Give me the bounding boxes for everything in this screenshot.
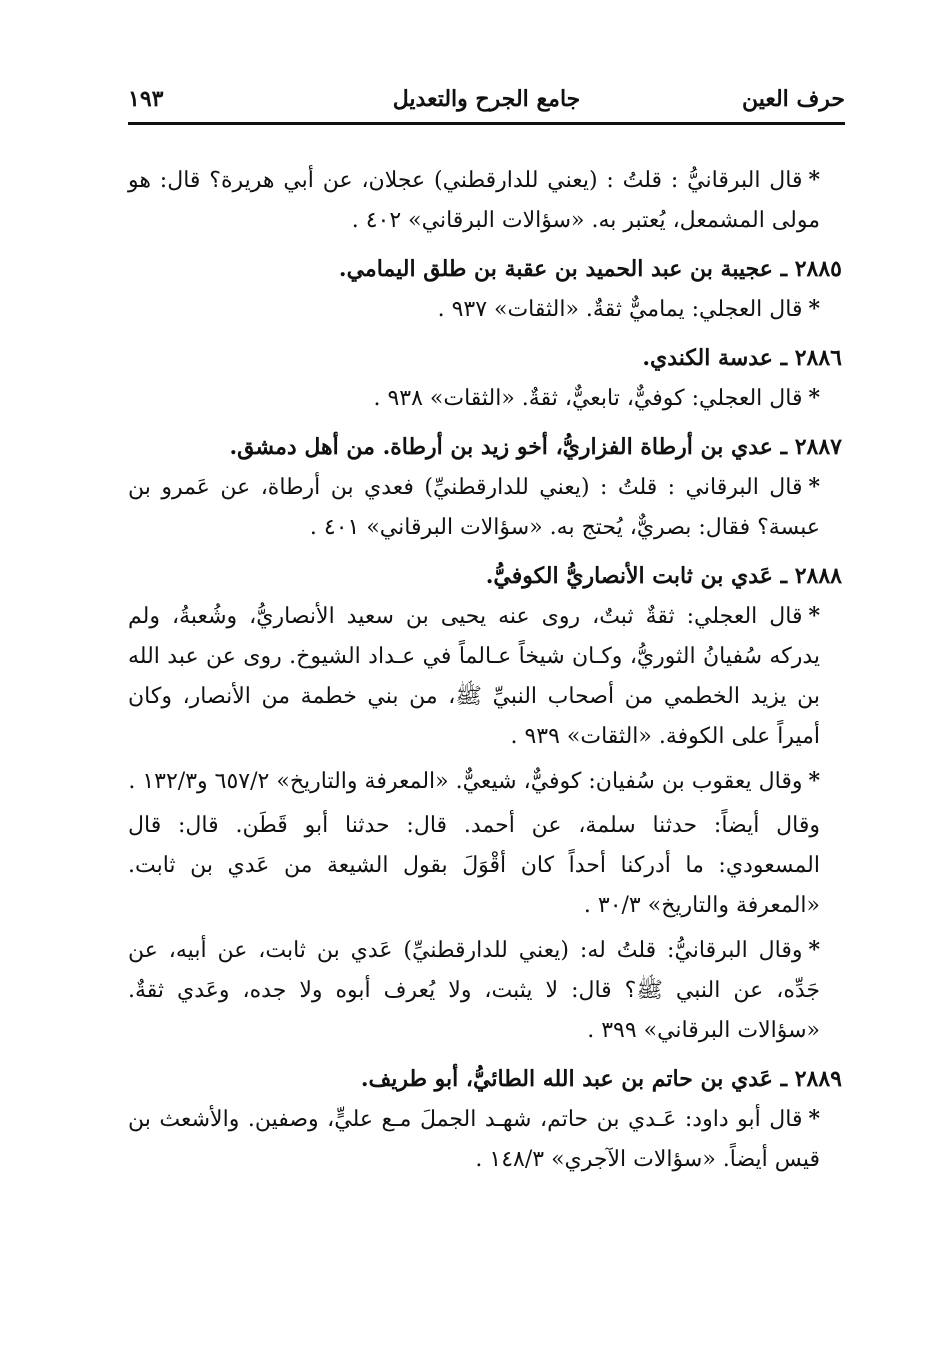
section-title: حرف العين	[741, 86, 845, 112]
quote-paragraph: *قال العجلي: ثقةٌ ثبتٌ، روى عنه يحيى بن سعيد الأنصاريُّ، وشُعبةُ، ولم يدركه سُفيانُ الثوريُّ، وكـان شيخاً عـالماً في عـداد الشيوخ. روى عن عبد الله بن يزيد الخطمي من أصحاب النبيِّ ﷺ، من بني خطمة من الأنصار، وكان أميراً على الكوفة. «الثقات» ٩٣٩ .	[128, 603, 820, 749]
plain-paragraph: وقال أيضاً: حدثنا سلمة، عن أحمد. قال: حدثنا أبو قَطَن. قال: قال المسعودي: ما أدركنا أحداً كان أقْوَلَ بقول الشيعة من عَدي بن ثابت. «المعرفة والتاريخ» ٣٠/٣ .	[128, 813, 820, 918]
quote-paragraph: *قال البرقانيُّ : قلتُ : (يعني للدارقطني) عجلان، عن أبي هريرة؟ قال: هو مولى المشمعل، يُعتبر به. «سؤالات البرقاني» ٤٠٢ .	[128, 167, 820, 233]
entry-dash: ـ	[780, 345, 788, 371]
page-body	[128, 160, 842, 1180]
book-title: جامع الجرح والتعديل	[392, 86, 581, 112]
entry-dash: ـ	[780, 256, 788, 282]
quote-paragraph: *قال العجلي: كوفيٌّ، تابعيٌّ، ثقةٌ. «الثقات» ٩٣٨ .	[373, 385, 820, 411]
entry-heading	[128, 249, 842, 289]
quote-paragraph: *قال العجلي: يماميٌّ ثقةٌ. «الثقات» ٩٣٧ .	[437, 296, 820, 322]
quote-paragraph: *قال أبو داود: عَـدي بن حاتم، شهـد الجملَ مـع عليٍّ، وصفين. والأشعث بن قيس أيضاً. «سؤالات الآجري» ١٤٨/٣ .	[128, 1106, 820, 1172]
entry-number: ٢٨٨٩	[794, 1066, 842, 1092]
entry-title: عجيبة بن عبد الحميد بن عقبة بن طلق اليمامي.	[338, 256, 773, 282]
entry-heading	[128, 338, 842, 378]
star-marker: *	[808, 167, 820, 193]
entry-number: ٢٨٨٥	[794, 256, 842, 282]
star-marker: *	[808, 385, 820, 411]
star-marker: *	[808, 937, 820, 963]
entry-title: عدي بن أرطاة الفزاريُّ، أخو زيد بن أرطاة. من أهل دمشق.	[229, 434, 773, 460]
entry-number: ٢٨٨٨	[794, 563, 842, 589]
entry-dash: ـ	[780, 434, 788, 460]
star-marker: *	[808, 474, 820, 500]
entry-heading	[128, 556, 842, 596]
entry-title: عدسة الكندي.	[642, 345, 773, 371]
star-marker: *	[808, 1106, 820, 1132]
entry-dash: ـ	[780, 563, 788, 589]
entry-title: عَدي بن ثابت الأنصاريُّ الكوفيُّ.	[485, 563, 773, 589]
entry-dash: ـ	[780, 1066, 788, 1092]
star-marker: *	[808, 603, 820, 629]
entry-title: عَدي بن حاتم بن عبد الله الطائيُّ، أبو طريف.	[360, 1066, 773, 1092]
quote-paragraph: *قال البرقاني : قلتُ : (يعني للدارقطنيِّ) فعدي بن أرطاة، عن عَمرو بن عبسة؟ فقال: بصريٌّ، يُحتج به. «سؤالات البرقاني» ٤٠١ .	[128, 474, 820, 540]
star-marker: *	[808, 296, 820, 322]
quote-paragraph: *وقال يعقوب بن سُفيان: كوفيٌّ، شيعيٌّ. «المعرفة والتاريخ» ٦٥٧/٢ و١٣٢/٣ .	[128, 768, 820, 794]
entry-number: ٢٨٨٦	[794, 345, 842, 371]
star-marker: *	[808, 768, 820, 794]
quote-paragraph: *وقال البرقانيُّ: قلتُ له: (يعني للدارقطنيِّ) عَدي بن ثابت، عن أبيه، عن جَدِّه، عن النبي ﷺ؟ قال: لا يثبت، ولا يُعرف أبوه ولا جده، وعَدي ثقةٌ. «سؤالات البرقاني» ٣٩٩ .	[128, 937, 820, 1043]
page-number: ١٩٣	[128, 86, 164, 112]
entry-heading	[128, 427, 842, 467]
page-header	[128, 82, 845, 122]
entry-number: ٢٨٨٧	[794, 434, 842, 460]
header-rule	[128, 122, 845, 125]
entry-heading	[128, 1059, 842, 1099]
